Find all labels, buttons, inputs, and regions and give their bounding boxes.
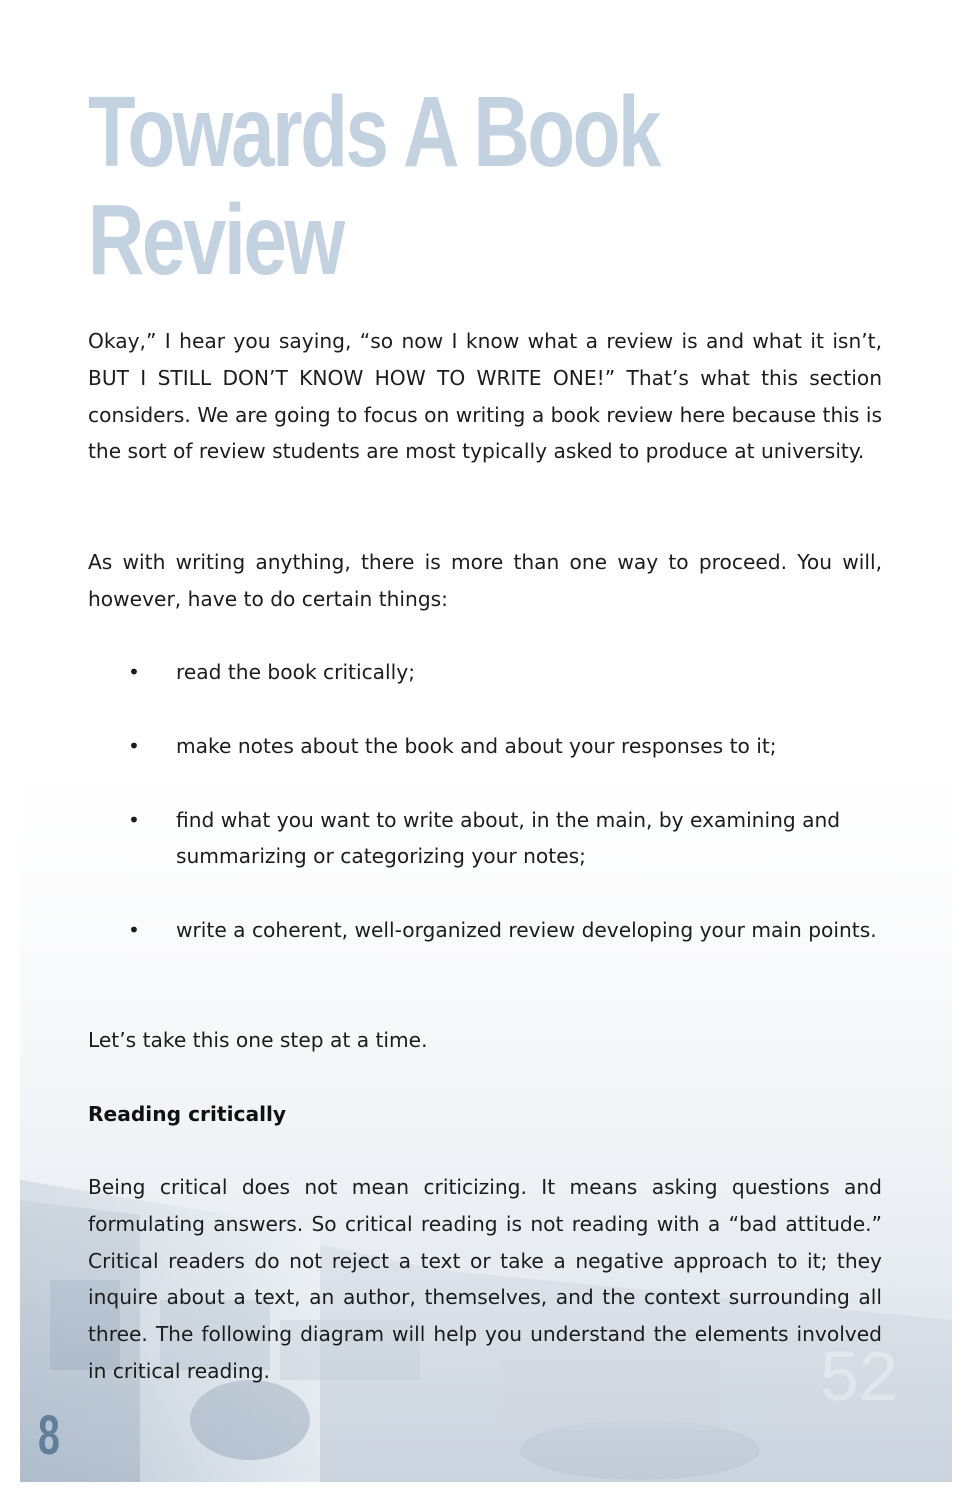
- list-item: [88, 802, 882, 876]
- list-item-text: read the book critically;: [176, 660, 416, 684]
- list-item: [88, 728, 882, 765]
- list-item-text: find what you want to write about, in the main, by examining and summarizing or categorizing your notes;: [176, 807, 841, 869]
- bullet-icon: •: [128, 807, 140, 832]
- list-item-text: write a coherent, well-organized review developing your main points.: [176, 918, 877, 943]
- intro-paragraph: Okay,” I hear you saying, “so now I know what a review is and what it isn’t, BUT I STILL DON’T KNOW HOW TO WRITE ONE!” That’s what this section considers. We are going to focus on writing a book review here because this is the sort of review students are most typically asked to produce at university.: [88, 329, 882, 464]
- bullet-icon: •: [128, 660, 140, 684]
- title-line-2: Review: [88, 184, 343, 296]
- approach-paragraph: As with writing anything, there is more than one way to proceed. You will, however, have to do certain things:: [88, 550, 882, 611]
- bullet-icon: •: [128, 918, 140, 943]
- list-item: [88, 654, 882, 691]
- bullet-icon: •: [128, 733, 140, 758]
- title-line-1: Towards A Book: [88, 76, 660, 188]
- page-title: [88, 78, 868, 294]
- list-item-text: make notes about the book and about your responses to it;: [176, 733, 777, 758]
- step-paragraph: Let’s take this one step at a time.: [88, 1028, 428, 1052]
- page-number: 8: [38, 1403, 60, 1466]
- list-item: [88, 912, 882, 949]
- steps-list: [88, 654, 882, 986]
- critical-reading-paragraph: Being critical does not mean criticizing. It means asking questions and formulating answers. So critical reading is not reading with a “bad attitude.” Critical readers do not reject a text or take a negative approach to it; they inquire about a text, an author, themselves, and the context surrounding all three. The following diagram will help you understand the elements involved in critical reading.: [88, 1175, 882, 1383]
- section-heading: Reading critically: [88, 1102, 287, 1126]
